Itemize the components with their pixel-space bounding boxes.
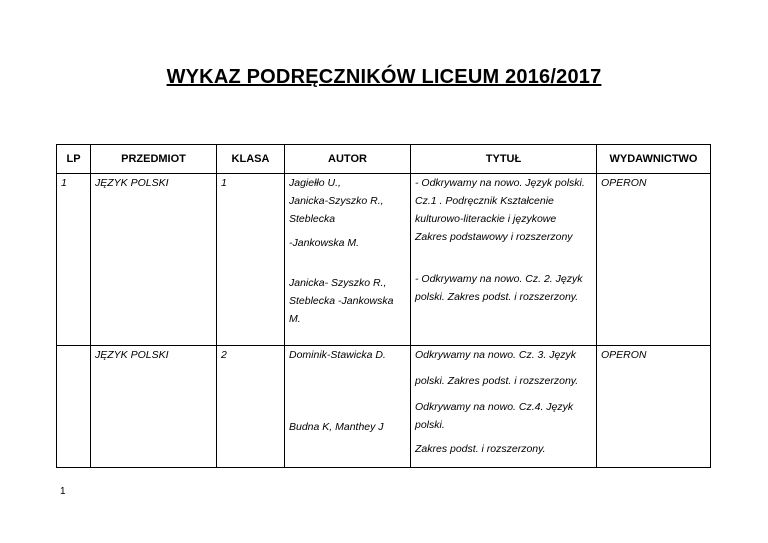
tytul-line: polski. Zakres podst. i rozszerzony. (415, 375, 579, 387)
header-tytul: TYTUŁ (411, 145, 597, 174)
autor-line: Dominik-Stawicka D. (289, 349, 386, 361)
header-przedmiot: PRZEDMIOT (91, 145, 217, 174)
autor-line: M. (289, 313, 301, 325)
tytul-line: Zakres podstawowy i rozszerzony (415, 231, 573, 243)
tytul-line: Odkrywamy na nowo. Cz. 3. Język (415, 349, 577, 361)
tytul-line: - Odkrywamy na nowo. Cz. 2. Język (415, 273, 583, 285)
table-row (57, 346, 711, 468)
tytul-line: Zakres podst. i rozszerzony. (415, 443, 546, 455)
cell-autor (285, 346, 411, 468)
cell-klasa: 2 (217, 346, 285, 468)
autor-line: Janicka- Szyszko R., (289, 277, 387, 289)
tytul-line: polski. (415, 419, 445, 431)
cell-przedmiot: JĘZYK POLSKI (91, 174, 217, 346)
tytul-line: Cz.1 . Podręcznik Kształcenie (415, 195, 554, 207)
cell-tytul (411, 174, 597, 346)
header-lp: LP (57, 145, 91, 174)
tytul-line: kulturowo-literackie i językowe (415, 213, 557, 225)
header-klasa: KLASA (217, 145, 285, 174)
autor-line: Janicka-Szyszko R., (289, 195, 384, 207)
cell-przedmiot: JĘZYK POLSKI (91, 346, 217, 468)
header-wydawnictwo: WYDAWNICTWO (597, 145, 711, 174)
table-row (57, 174, 711, 346)
cell-lp: 1 (57, 174, 91, 346)
autor-line: Steblecka -Jankowska (289, 295, 394, 307)
tytul-line: polski. Zakres podst. i rozszerzony. (415, 291, 579, 303)
document-title: WYKAZ PODRĘCZNIKÓW LICEUM 2016/2017 (166, 66, 602, 88)
cell-wydawnictwo: OPERON (597, 346, 711, 468)
table-header-row (57, 145, 711, 174)
header-autor: AUTOR (285, 145, 411, 174)
autor-line: Jagiełło U., (289, 177, 341, 189)
cell-wydawnictwo: OPERON (597, 174, 711, 346)
autor-line: Budna K, Manthey J (289, 421, 384, 433)
textbook-table (56, 144, 711, 468)
cell-tytul (411, 346, 597, 468)
cell-lp (57, 346, 91, 468)
tytul-line: - Odkrywamy na nowo. Język polski. (415, 177, 585, 189)
autor-line: Steblecka (289, 213, 336, 225)
autor-line: -Jankowska M. (289, 237, 360, 249)
cell-klasa: 1 (217, 174, 285, 346)
page-number: 1 (60, 486, 66, 497)
tytul-line: Odkrywamy na nowo. Cz.4. Język (415, 401, 574, 413)
cell-autor (285, 174, 411, 346)
